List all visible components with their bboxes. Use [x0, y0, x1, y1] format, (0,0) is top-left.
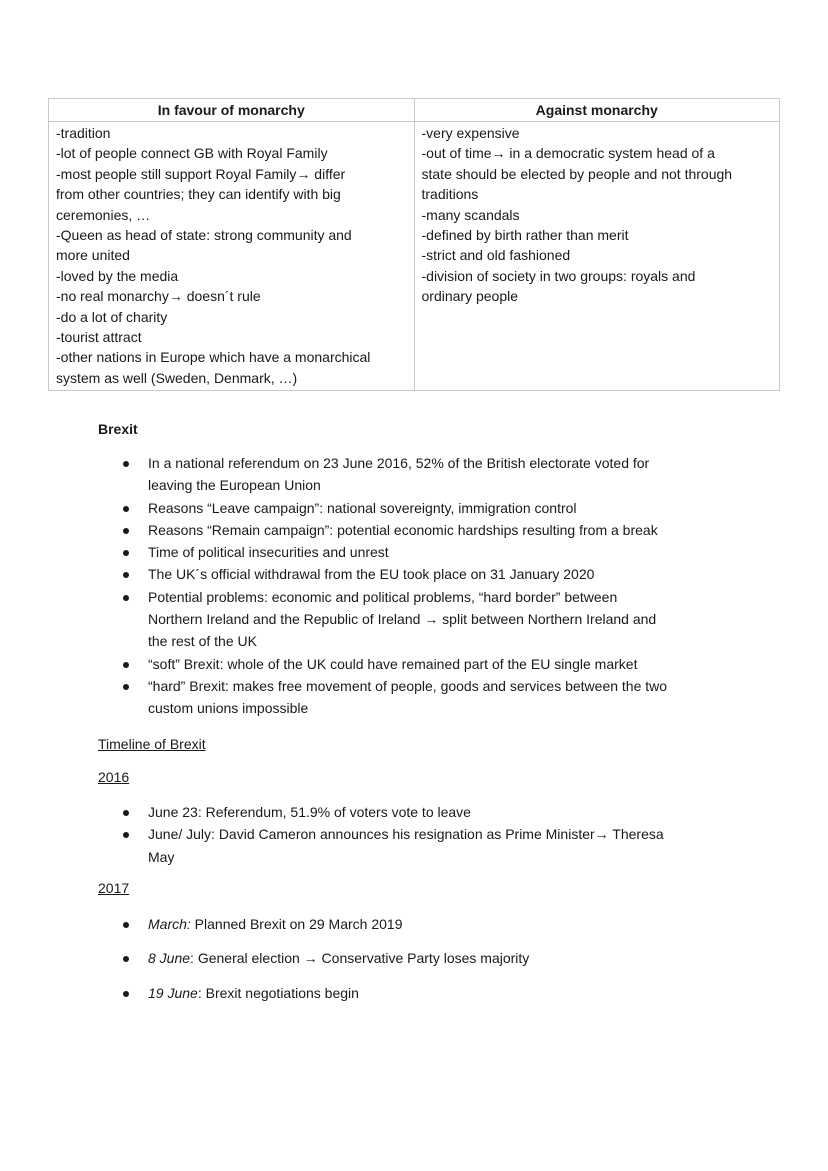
list-item	[98, 541, 738, 563]
list-item	[98, 823, 738, 868]
bullet-text: the rest of the UK	[148, 633, 257, 650]
bullet-icon	[123, 922, 129, 928]
bullet-icon	[123, 832, 129, 838]
bullet-icon	[123, 956, 129, 962]
bullet-text: June/ July: David Cameron announces his resignation as Prime Minister→ Theresa	[148, 826, 664, 843]
favour-line: -Queen as head of state: strong community and	[56, 227, 352, 244]
favour-line: -most people still support Royal Family→ differ	[56, 165, 346, 182]
bullet-icon	[123, 506, 129, 512]
bullet-text: The UK´s official withdrawal from the EU took place on 31 January 2020	[148, 566, 595, 583]
event-date: March:	[148, 916, 191, 932]
year-heading-2017: 2017	[98, 880, 130, 896]
favour-line: more united	[56, 247, 130, 264]
bullet-text: Potential problems: economic and political problems, “hard border” between	[148, 588, 618, 605]
event-date: 19 June	[148, 984, 198, 1001]
against-line: -division of society in two groups: royals and	[421, 267, 696, 284]
against-line: -very expensive	[421, 125, 520, 141]
event-text: : Brexit negotiations begin	[197, 984, 359, 1001]
bullet-text: Reasons “Leave campaign”: national sovereignty, immigration control	[148, 499, 577, 516]
table-body-row	[49, 122, 780, 391]
favour-line: ceremonies, …	[56, 206, 151, 223]
bullet-icon	[123, 461, 129, 467]
list-item	[98, 586, 738, 653]
list-item	[98, 497, 738, 519]
list-item	[98, 653, 738, 675]
event-date: 8 June	[148, 950, 191, 967]
against-line: ordinary people	[421, 288, 519, 305]
list-item	[98, 519, 738, 541]
favour-line: -tradition	[56, 125, 111, 141]
bullet-icon	[123, 595, 129, 601]
header-favour: In favour of monarchy	[49, 99, 415, 122]
brexit-heading: Brexit	[98, 421, 138, 437]
favour-line: -no real monarchy→ doesn´t rule	[56, 288, 261, 305]
bullet-icon	[123, 572, 129, 578]
bullet-text: In a national referendum on 23 June 2016, 52% of the British electorate voted for	[148, 455, 650, 471]
event-text: : General election → Conservative Party loses majority	[190, 950, 530, 967]
favour-line: -other nations in Europe which have a monarchical	[56, 349, 371, 366]
bullet-text: leaving the European Union	[148, 477, 321, 494]
bullet-icon	[123, 684, 129, 690]
list-item	[98, 947, 738, 969]
against-line: -defined by birth rather than merit	[421, 227, 629, 244]
year-heading-2016: 2016	[98, 769, 130, 785]
against-cell	[414, 122, 780, 391]
bullet-text: Time of political insecurities and unrest	[148, 544, 389, 561]
favour-line: -do a lot of charity	[56, 308, 168, 325]
list-item	[98, 801, 738, 823]
list-item	[98, 913, 738, 935]
list-item	[98, 675, 738, 720]
bullet-text: “hard” Brexit: makes free movement of people, goods and services between the two	[148, 677, 668, 694]
brexit-bullet-list	[98, 452, 738, 720]
bullet-text: “soft” Brexit: whole of the UK could have remained part of the EU single market	[148, 655, 638, 672]
bullet-icon	[123, 528, 129, 534]
bullet-text: Reasons “Remain campaign”: potential economic hardships resulting from a break	[148, 521, 658, 538]
list-item	[98, 452, 738, 497]
bullet-icon	[123, 550, 129, 556]
against-line: -many scandals	[421, 206, 520, 223]
against-line: -out of time→ in a democratic system head of a	[421, 145, 715, 162]
against-line: traditions	[421, 186, 479, 203]
bullet-icon	[123, 810, 129, 816]
favour-line: -tourist attract	[56, 329, 142, 346]
list-item	[98, 982, 738, 1004]
event-text: Planned Brexit on 29 March 2019	[190, 916, 403, 932]
list-item	[98, 563, 738, 585]
bullet-text: June 23: Referendum, 51.9% of voters vote to leave	[148, 804, 471, 820]
favour-cell	[49, 122, 415, 391]
bullet-text: May	[148, 848, 175, 865]
bullet-icon	[123, 991, 129, 997]
timeline-heading: Timeline of Brexit	[98, 736, 206, 752]
header-against: Against monarchy	[414, 99, 780, 122]
against-line: state should be elected by people and not through	[421, 165, 733, 182]
favour-line: from other countries; they can identify with big	[56, 186, 341, 203]
favour-line: -lot of people connect GB with Royal Family	[56, 145, 328, 162]
bullet-text: Northern Ireland and the Republic of Ireland → split between Northern Ireland and	[148, 611, 657, 628]
monarchy-table	[48, 98, 780, 391]
favour-line: system as well (Sweden, Denmark, …)	[56, 369, 298, 386]
favour-line: -loved by the media	[56, 267, 179, 284]
timeline-2016-list	[98, 801, 738, 868]
bullet-text: custom unions impossible	[148, 700, 309, 717]
timeline-2017-list	[98, 913, 738, 1016]
against-line: -strict and old fashioned	[421, 247, 571, 264]
table-header-row	[49, 99, 780, 122]
bullet-icon	[123, 662, 129, 668]
